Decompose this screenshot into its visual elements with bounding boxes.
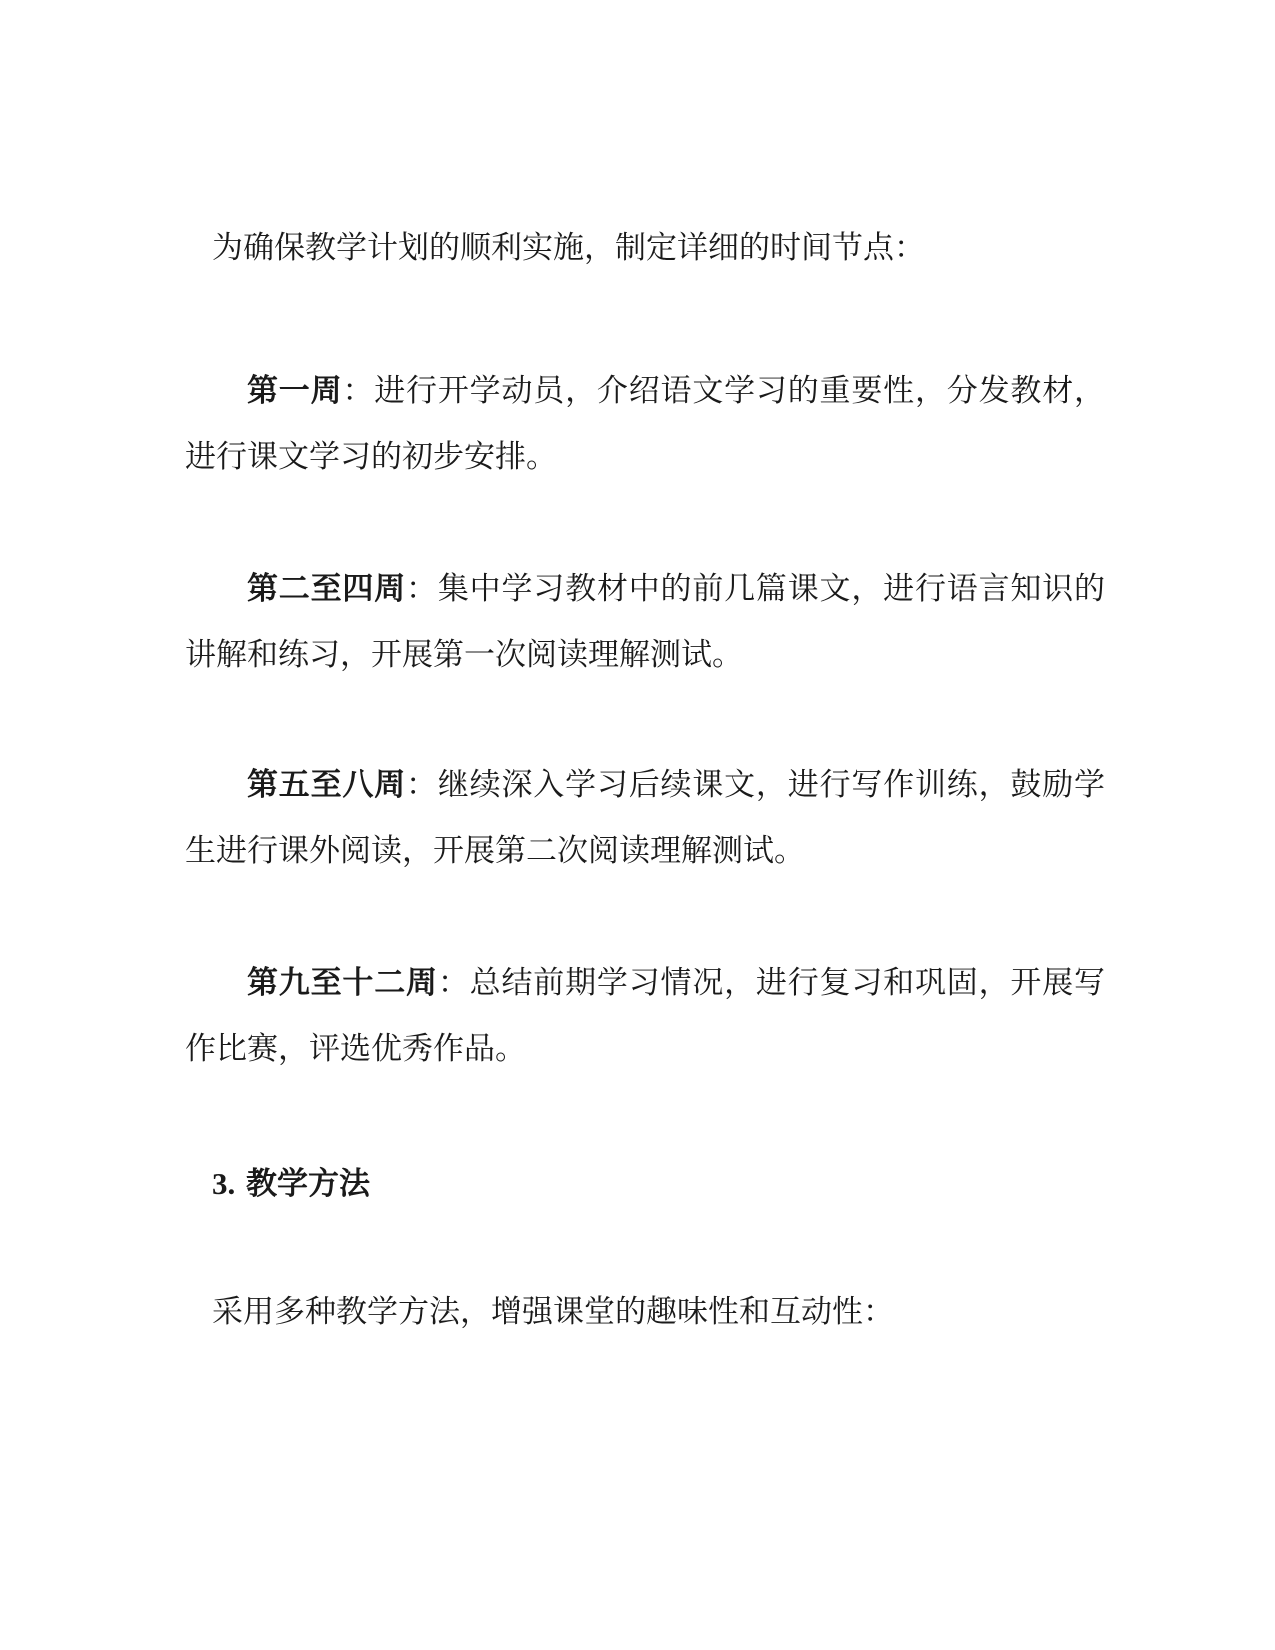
schedule-intro: 为确保教学计划的顺利实施，制定详细的时间节点：	[212, 230, 925, 266]
week-description: ：总结前期学习情况，进行复习和巩固，开展写作比赛，评选优秀作品。	[185, 965, 1106, 1067]
week-label: 第一周	[247, 373, 343, 409]
week-item-4	[185, 950, 1105, 1082]
week-item-2	[185, 556, 1105, 688]
section-heading	[212, 1164, 370, 1204]
section-title: 教学方法	[246, 1166, 371, 1202]
week-label: 第五至八周	[247, 767, 407, 803]
section-number: 3.	[212, 1166, 236, 1201]
week-description: ：进行开学动员，介绍语文学习的重要性，分发教材，进行课文学习的初步安排。	[185, 373, 1106, 475]
week-label: 第二至四周	[247, 571, 407, 607]
week-description: ：继续深入学习后续课文，进行写作训练，鼓励学生进行课外阅读，开展第二次阅读理解测试。	[185, 767, 1106, 869]
week-item-1	[185, 358, 1105, 490]
week-item-3	[185, 752, 1105, 884]
week-description: ：集中学习教材中的前几篇课文，进行语言知识的讲解和练习，开展第一次阅读理解测试。	[185, 571, 1106, 673]
week-label: 第九至十二周	[247, 965, 438, 1001]
methods-intro: 采用多种教学方法，增强课堂的趣味性和互动性：	[212, 1294, 894, 1330]
